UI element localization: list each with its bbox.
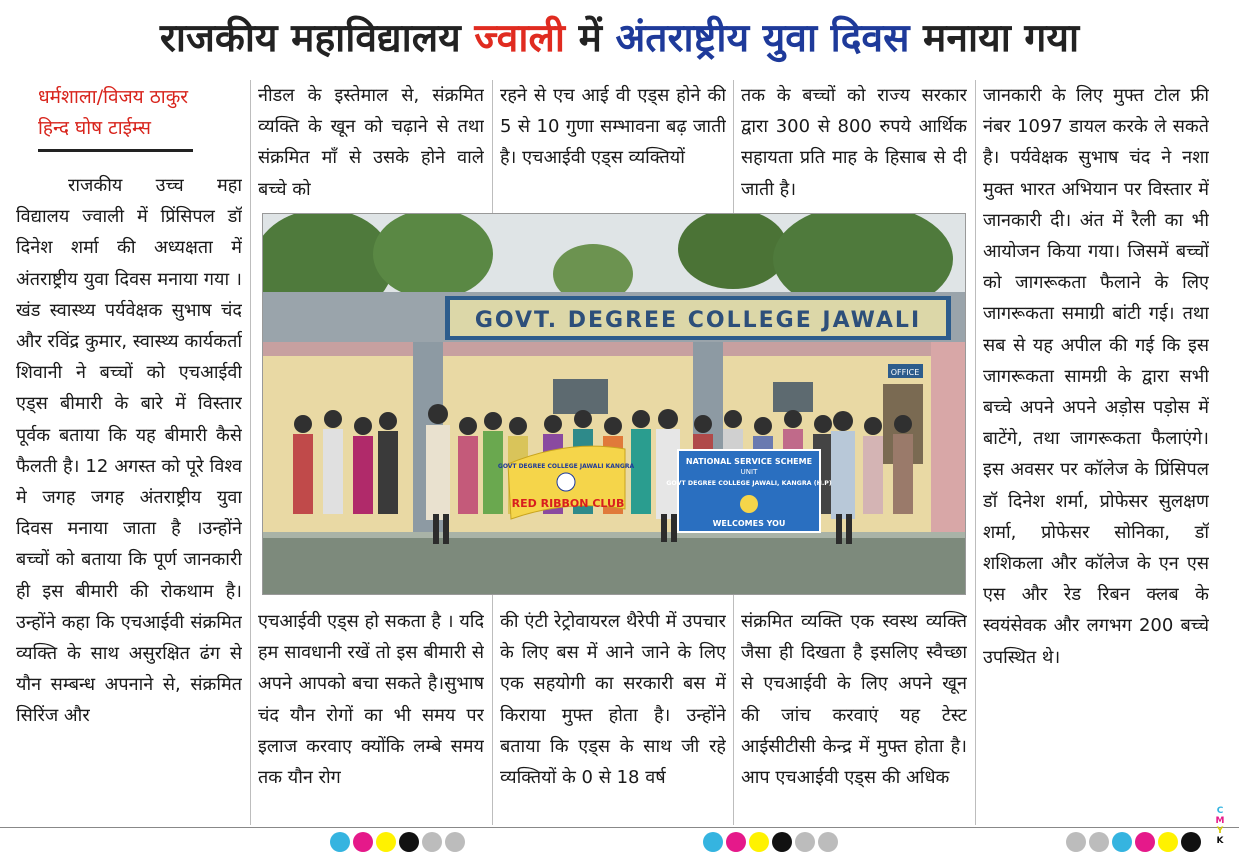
- nss-banner-unit: UNIT: [740, 468, 758, 476]
- gray-dot: [422, 832, 442, 852]
- byline-author: धर्मशाला/विजय ठाकुर: [38, 86, 189, 108]
- cmyk-letter-m: M: [1215, 816, 1225, 826]
- gray-dot: [445, 832, 465, 852]
- nss-banner-college: GOVT DEGREE COLLEGE JAWALI, KANGRA (H.P): [666, 480, 832, 487]
- article-column-1: राजकीय उच्च महा विद्यालय ज्वाली में प्रिंसिपल डॉ दिनेश शर्मा की अध्यक्षता में अंतराष्ट्रीय युवा दिवस मनाया गया । खंड स्वास्थ्य पर्यवेक्षक सुभाष चंद और रविंद्र कुमार, स्वास्थ्य कार्यकर्ता शिवानी ने बच्चों को एचआईवी एड्स बीमारी के बारे में विस्तार पूर्वक बताया कि यह बीमारी कैसे फैलती है। 12 अगस्त को पूरे विश्व मे जगह जगह अंतराष्ट्रीय युवा दिवस मनाया जाता है ।उन्होंने बच्चों को बताया कि पूर्ण जानकारी ही इस बीमारी की रोकथाम है। उन्होंने कहा कि एचआईवी संक्रमित व्यक्ति के साथ असुरक्षित ढंग से यौन सम्बन्ध अपनाने से, संक्रमित सिरिंज और: [16, 175, 242, 727]
- article-column-2-top: नीडल के इस्तेमाल से, संक्रमित व्यक्ति के खून को चढ़ाने से तथा संक्रमित माँ से उसके होने वाले बच्चे को: [258, 85, 484, 200]
- cyan-dot: [1112, 832, 1132, 852]
- group-photo-illustration: [263, 214, 965, 594]
- registration-dots-left: [330, 832, 465, 854]
- column-divider: [250, 80, 251, 825]
- gray-dot: [1089, 832, 1109, 852]
- cyan-dot: [703, 832, 723, 852]
- headline-part-5: मनाया गया: [909, 16, 1080, 61]
- cmyk-letter-y: Y: [1216, 826, 1224, 836]
- building-sign: GOVT. DEGREE COLLEGE JAWALI: [474, 308, 922, 333]
- gray-dot: [818, 832, 838, 852]
- article-column-2-bottom: एचआईवी एड्स हो सकता है । यदि हम सावधानी रखें तो इस बीमारी से अपने आपको बचा सकते है।सुभाष चंद यौन रोगों का भी समय पर इलाज करवाए क्योंकि लम्बे समय तक यौन रोग: [258, 611, 484, 789]
- article-column-4-bottom: संक्रमित व्यक्ति एक स्वस्थ व्यक्ति जैसा ही दिखता है इसलिए स्वैच्छा से एचआईवी के लिए अपने खून की जांच करवाएं यह टेस्ट आईसीटीसी केन्द्र में मुफ्त होता है। आप एचआईवी एड्स की अधिक: [741, 611, 967, 789]
- news-photo: [262, 213, 966, 595]
- article-column-3-bottom: की एंटी रेट्रोवायरल थैरेपी में उपचार के लिए बस में आने जाने के लिए एक सहयोगी का सरकारी बस में किराया मुफ्त होता है। उन्होंने बताया कि एड्स के साथ जी रहे व्यक्तियों के 0 से 18 वर्ष: [500, 611, 726, 789]
- byline-rule: [38, 149, 193, 152]
- byline: [38, 82, 238, 144]
- red-ribbon-banner-title: RED RIBBON CLUB: [511, 497, 625, 510]
- gray-dot: [1066, 832, 1086, 852]
- article-column-5: जानकारी के लिए मुफ्त टोल फ्री नंबर 1097 डायल करके ले सकते है। पर्यवेक्षक सुभाष चंद ने नशा मुक्त भारत अभियान पर विस्तार में जानकारी दी। अंत में रैली का भी आयोजन किया गया। जिसमें बच्चों को जागरूकता फैलाने के लिए जागरूकता समाग्री बांटी गई। तथा सब से यह अपील की गई कि इस जागरूकता सामग्री के द्वारा सभी बच्चे अपने अपने अड़ोस पड़ोस में बाटेंगे, तथा जागरूकता फैलाएंगे।इस अवसर पर कॉलेज के प्रिंसिपल डॉ दिनेश शर्मा, प्रोफेसर सुलक्षण शर्मा, प्रोफेसर सोनिका, डॉ शशिकला और कॉलेज के एन एस एस और रेड रिबन क्लब के स्वयंसेवक और लगभग 200 बच्चे उपस्थित थे।: [983, 85, 1209, 668]
- black-dot: [772, 832, 792, 852]
- registration-dots-center: [703, 832, 838, 854]
- yellow-dot: [376, 832, 396, 852]
- magenta-dot: [726, 832, 746, 852]
- headline-part-3: में: [565, 16, 616, 61]
- headline-event: अंतराष्ट्रीय युवा दिवस: [615, 16, 910, 61]
- column-divider: [975, 80, 976, 825]
- headline-part-1: राजकीय महाविद्यालय: [159, 16, 475, 61]
- black-dot: [1181, 832, 1201, 852]
- headline-place: ज्वाली: [474, 16, 565, 61]
- office-sign: OFFICE: [890, 368, 920, 377]
- nss-banner-title: NATIONAL SERVICE SCHEME: [685, 457, 813, 466]
- black-dot: [399, 832, 419, 852]
- cmyk-label: [1213, 806, 1227, 846]
- byline-publication: हिन्द घोष टाईम्स: [38, 117, 152, 139]
- article-column-4-top: तक के बच्चों को राज्य सरकार द्वारा 300 से 800 रुपये आर्थिक सहायता प्रति माह के हिसाब से दी जाती है।: [741, 85, 967, 200]
- magenta-dot: [1135, 832, 1155, 852]
- registration-dots-right: [1066, 832, 1201, 854]
- cmyk-letter-k: K: [1216, 836, 1224, 846]
- cmyk-letter-c: C: [1216, 806, 1224, 816]
- cyan-dot: [330, 832, 350, 852]
- page-bottom-rule: [0, 827, 1239, 828]
- headline: [0, 4, 1239, 74]
- nss-banner-welcome: WELCOMES YOU: [712, 519, 786, 528]
- nss-banner: [666, 450, 832, 532]
- yellow-dot: [749, 832, 769, 852]
- magenta-dot: [353, 832, 373, 852]
- yellow-dot: [1158, 832, 1178, 852]
- red-ribbon-banner-college: GOVT DEGREE COLLEGE JAWALI KANGRA: [497, 463, 635, 470]
- article-column-3-top: रहने से एच आई वी एड्स होने की 5 से 10 गुणा सम्भावना बढ़ जाती है। एचआईवी एड्स व्यक्तियों: [500, 85, 726, 169]
- gray-dot: [795, 832, 815, 852]
